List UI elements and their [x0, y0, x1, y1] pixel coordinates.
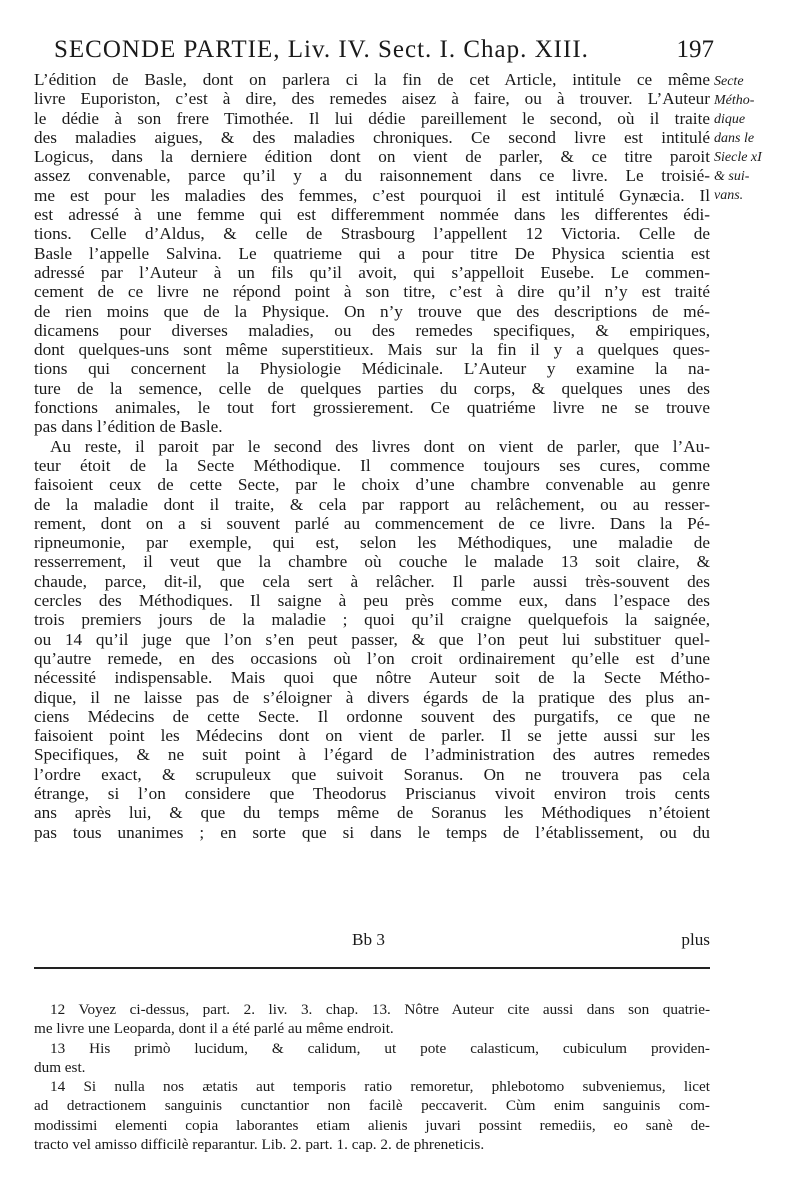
text-line: Au reste, il paroit par le second des livres dont on vient de parler, que l’Au- [50, 436, 710, 456]
text-line: adressé par l’Auteur à un fils qu’il avoit, qui s’appelloit Eusebe. Le commen- [34, 262, 710, 282]
text-line: Logicus, dans la derniere édition dont on vient de parler, & ce titre paroit [34, 147, 710, 167]
margin-note-line: dique [714, 112, 746, 127]
text-line: est adressé à une femme qui est differemment nommée dans les differentes édi- [34, 205, 710, 225]
footnote-line: ad detractionem sanguinis cunctantior non facilè peccaverit. Cùm enim sanguinis com- [34, 1097, 710, 1115]
text-line: pas tous unanimes ; en sorte que si dans le temps de l’établissement, ou du [34, 822, 710, 842]
text-line: cercles des Méthodiques. Il saigne à peu près comme eux, dans l’espace des [34, 591, 710, 611]
text-line: Specifiques, & ne suit point à l’égard de l’administration des autres remedes [34, 745, 710, 765]
footnote-line: modissimi elementi copia laborantes etiam alienis juvari possint remediis, eo sanè de- [34, 1116, 710, 1134]
margin-note-line: Métho- [714, 93, 755, 108]
text-line: ripneumonie, par exemple, qui est, selon les Méthodiques, une maladie de [34, 533, 710, 553]
text-line: trois premiers jours de la maladie ; quoi qu’il craigne quelquefois la saignée, [34, 610, 710, 630]
text-line: qu’autre remede, en des occasions où l’on croit ordinairement qu’elle est d’une [34, 648, 710, 668]
footnote-line: 14 Si nulla nos ætatis aut temporis ratio remoretur, phlebotomo subveniemus, licet [50, 1078, 710, 1096]
text-line: livre Euporiston, c’est à dire, des remedes aisez à faire, ou à trouver. L’Auteur [34, 89, 710, 109]
margin-note [714, 72, 794, 205]
signature-mark: Bb 3 [352, 930, 385, 949]
text-line: resserrement, il veut que la chambre où couche le malade 13 soit claire, & [34, 552, 710, 572]
footnote-line: me livre une Leoparda, dont il a été parlé au même endroit. [34, 1020, 394, 1038]
text-line: dicamens pour diverses maladies, ou des remedes specifiques, & empiriques, [34, 320, 710, 340]
running-header [54, 36, 714, 64]
catchword: plus [681, 930, 710, 949]
text-line: Basle l’appelle Salvina. Le quatrieme qui a pour titre De Physica scientia est [34, 243, 710, 263]
text-line: dont quelques-uns sont même superstitieux. Mais sur la fin il y a quelques ques- [34, 340, 710, 360]
margin-note-line: Siecle xI [714, 150, 762, 165]
text-line: L’édition de Basle, dont on parlera ci la fin de cet Article, intitule ce même [34, 70, 710, 89]
footnote-line: dum est. [34, 1058, 86, 1076]
text-line: ciens Médecins de cette Secte. Il ordonne souvent des purgatifs, ce que ne [34, 706, 710, 726]
text-line: étrange, si l’on considere que Theodorus Priscianus vivoit environ trois cents [34, 783, 710, 803]
footnote-line: 12 Voyez ci-dessus, part. 2. liv. 3. chap. 13. Nôtre Auteur cite aussi dans son quatrie- [50, 1001, 710, 1018]
signature-line [34, 930, 710, 950]
footnote-line: tracto vel amisso difficilè reparantur. Lib. 2. part. 1. cap. 2. de phreneticis. [34, 1136, 485, 1154]
text-line: tions qui concernent la Physiologie Médicinale. L’Auteur y examine la na- [34, 359, 710, 379]
main-text [34, 70, 710, 842]
text-line: de la maladie dont il traite, & cela par rapport au relâchement, ou au resser- [34, 494, 710, 514]
page-number: 197 [676, 36, 714, 63]
text-line: tions. Celle d’Aldus, & celle de Strasbourg l’appellent 12 Victoria. Celle de [34, 224, 710, 244]
text-line: teur étoit de la Secte Méthodique. Il commence toujours ses cures, comme [34, 455, 710, 475]
text-line: ans après lui, & que du temps même de Soranus les Méthodiques n’étoient [34, 803, 710, 823]
text-line: me est pour les maladies des femmes, c’est pourquoi il est intitulé Gynæcia. Il [34, 185, 710, 205]
text-line: le dédie à son frere Timothée. Il lui dédie pareillement le second, où il traite [34, 108, 710, 128]
text-line: faisoient point les Médecins dont on vient de parler. Il se jette aussi sur les [34, 726, 710, 746]
text-line: cement de ce livre ne répond point à son titre, c’est à dire qu’il n’y est traité [34, 282, 710, 302]
footnote-line: 13 His primò lucidum, & calidum, ut pote calasticum, cubiculum providen- [50, 1039, 710, 1057]
text-line: dique, il ne laisse pas de s’éloigner à divers égards de la pratique des plus an- [34, 687, 710, 707]
text-line: assez convenable, parce qu’il y a du raisonnement dans ce livre. Le troisié- [34, 166, 710, 186]
text-line: nécessité indispensable. Mais quoi que nôtre Auteur soit de la Secte Métho- [34, 668, 710, 688]
text-line: ou 14 qu’il juge que l’on s’en peut passer, & que l’on peut lui substituer quel- [34, 629, 710, 649]
text-line: l’ordre exact, & scrupuleux que suivoit Soranus. On ne trouvera pas cela [34, 764, 710, 784]
text-line: de rien moins que de la Physique. On n’y trouve que des descriptions de mé- [34, 301, 710, 321]
header-title: SECONDE PARTIE, Liv. IV. Sect. I. Chap. XIII. [54, 36, 589, 63]
margin-note-line: Secte [714, 74, 744, 89]
margin-note-line: vans. [714, 188, 744, 203]
text-line: des maladies aigues, & des maladies chroniques. Ce second livre est intitulé [34, 127, 710, 147]
margin-note-line: dans le [714, 131, 755, 146]
footnotes [34, 1000, 710, 1154]
margin-note-line: & sui- [714, 169, 750, 184]
text-line: faisoient ceux de cette Secte, par le choix d’une chambre convenable au genre [34, 475, 710, 495]
text-line: fonctions animales, le tout fort grossierement. Ce quatriéme livre ne se trouve [34, 398, 710, 418]
footnote-rule [34, 967, 710, 969]
text-line: rement, dont on a si souvent parlé au commencement de ce livre. Dans la Pé- [34, 513, 710, 533]
text-line: ture de la semence, celle de quelques parties du corps, & quelques unes des [34, 378, 710, 398]
text-line: pas dans l’édition de Basle. [34, 417, 223, 437]
text-line: chaude, parce, dit-il, que cela sert à relâcher. Il parle aussi très-souvent des [34, 571, 710, 591]
